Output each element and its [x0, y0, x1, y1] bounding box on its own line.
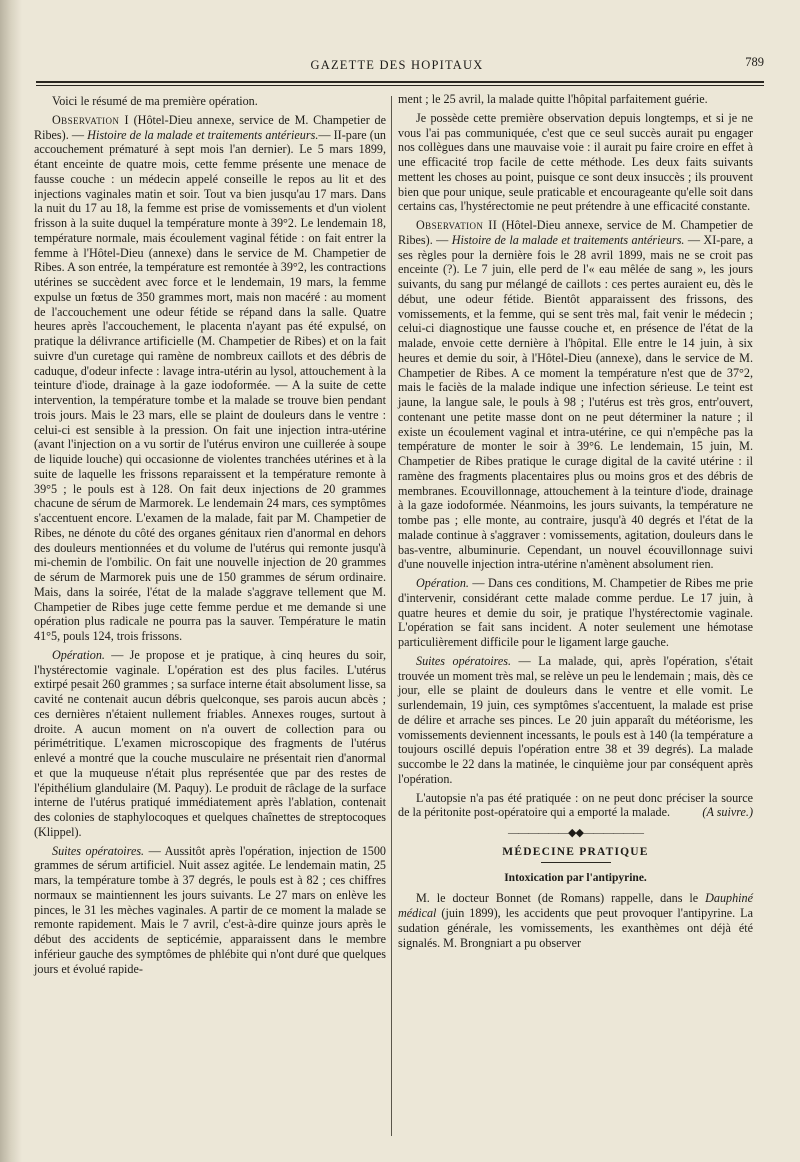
header-rule	[36, 81, 764, 86]
suites-2-label: Suites opératoires.	[416, 653, 512, 668]
suites-1	[34, 844, 386, 977]
observation-1-title: Histoire de la malade et traitements antérieurs.	[87, 127, 319, 142]
page-number: 789	[745, 55, 764, 69]
intro-paragraph: Voici le résumé de ma première opération.	[52, 94, 258, 108]
observation-2-body: — XI-pare, a ses règles pour la dernière fois le 28 avril 1899, mais ne se croit pas enceinte (?). Le 7 juin, elle perd de l'« eau mêlée de sang », les jours suivants, du sang pur mélangé de caillots : ces pertes auraient eu, dès le début, une odeur fétide. Bientôt apparaissent des frissons, des vomissements, et la femme, qui se sent très mal, fait venir le médecin ; celui-ci diagnostique une fausse couche et, en présence de l'état de la malade, envoie cette dernière à l'hôpital. Elle entre le 14 juin, à six heures et demie du soir, à l'Hôtel-Dieu (annexe), dans le service de M. Champetier de Ribes. A ce moment la température n'est que de 37°2, mais le faciès de la malade indique une infection sérieuse. Le teint est jaune, la langue sale, le pouls à 98 ; l'utérus est très gros, entr'ouvert, contenant une petite masse dont on ne peut déterminer la nature ; il existe un écoulement vaginal et intra-utérine, ce qui n'empêche pas la température de monter le soir à 39°6. Le lendemain, 15 juin, M. Champetier de Ribes pratique le curage digital de la cavité utérine : il ramène des fragments placentaires plus ou moins gros et des débris de membranes. Ecouvillonnage, attouchement à la teinture d'iode, drainage à la gaze iodoformée. Néanmoins, les jours suivants, la température ne tombe pas ; elle monte, au contraire, jusqu'à 40 degrés et l'état de la malade continue à s'aggraver : vomissements, agitation, douleurs dans le bas-ventre, albuminurie. Cependant, un nouvel écouvillonnage suivi d'une nouvelle injection intra-utérine n'amènent absolument rien.	[398, 232, 753, 572]
section-underline	[541, 862, 611, 863]
column-divider	[391, 96, 392, 1136]
operation-1-body: — Je propose et je pratique, à cinq heures du soir, l'hystérectomie vaginale. L'opération est des plus faciles. L'utérus extirpé pesait 260 grammes ; sa surface interne était absolument lisse, sa cavité ne contenait aucun débris quelconque, ses parois aucun abcès ; ces dernières n'étaient nullement friables. Annexes rouges, surtout à droite. A aucun moment on n'a ouvert de collection para ou périmétritique. L'examen microscopique des fragments de l'utérus enlevé a montré que la couche musculaire ne présentait rien d'anormal et que la muqueuse n'était plus représentée que par des restes de l'épithélium glandulaire (M. Paquy). Le produit de râclage de la surface interne de l'utérus pratiqué immédiatement après l'ablation, contenait des colonies de staphylocoques et quelques chaînettes de streptocoques (Klippel).	[34, 647, 386, 839]
section-title: MÉDECINE PRATIQUE	[502, 845, 649, 858]
article-subtitle: Intoxication par l'antipyrine.	[504, 871, 647, 884]
autopsy-text: L'autopsie n'a pas été pratiquée : on ne peut donc préciser la source de la péritonite post-opératoire qui a emporté la malade.	[398, 790, 753, 820]
antipyrine-text-a: M. le docteur Bonnet (de Romans) rappelle, dans le	[416, 891, 706, 906]
antipyrine-text-b: (juin 1899), les accidents que peut provoquer l'antipyrine. La sudation générale, les vomissements, les exanthèmes ont déjà été signalés. M. Brongniart a pu observer	[398, 906, 753, 950]
separator-ornament: ——————◆◆——————	[508, 827, 643, 839]
observation-2-head: (Hôtel-Dieu annexe, service de M. Champetier de Ribes). —	[398, 218, 753, 247]
to-be-continued: (A suivre.)	[702, 805, 753, 820]
continuation-paragraph: ment ; le 25 avril, la malade quitte l'hôpital parfaitement guérie.	[398, 92, 708, 106]
observation-2	[398, 218, 753, 572]
autopsy-paragraph	[398, 791, 753, 821]
running-title: GAZETTE DES HOPITAUX	[310, 58, 484, 72]
operation-1-label: Opération.	[52, 647, 105, 662]
operation-2	[398, 576, 753, 650]
right-column	[398, 92, 753, 954]
observation-2-label: Observation II	[416, 218, 498, 232]
observation-1-head: (Hôtel-Dieu annexe, service de M. Champetier de Ribes). —	[34, 112, 386, 142]
suites-1-label: Suites opératoires.	[52, 843, 145, 858]
observation-2-title: Histoire de la malade et traitements antérieurs.	[451, 232, 685, 247]
suites-2-body: — La malade, qui, après l'opération, s'était trouvée un moment très mal, se relève un peu le lendemain ; mais, dès ce jour, elle se plaint de douleurs dans le ventre et elle vomit. Le surlendemain, 19 juin, ces symptômes s'accentuent, la malade est prise de délire et arrache ses pinces. Le 20 juin apparaît du météorisme, les vomissements deviennent incessants, le pouls est à 140 (la température a toujours oscillé depuis l'opération entre 38 et 39 degrés). La malade succombe le 22 dans la matinée, le cinquième jour par conséquent après l'opération.	[398, 653, 753, 786]
commentary-paragraph: Je possède cette première observation depuis longtemps, et si je ne vous l'ai pas communiquée, c'est que ce seul succès aurait pu engager nos collègues dans une mauvaise voie : il aurait pu faire croire en effet à une efficacité trop facile de cette méthode. Les deux faits suivants mettent les choses au point, puisque ce sont deux insuccès ; ils prouvent bien que pour unique, seule praticable et encourageante qu'elle soit dans certains cas, l'hystérectomie ne peut prétendre à une efficacité constante.	[398, 110, 753, 214]
binding-shadow	[0, 0, 22, 1162]
operation-2-body: — Dans ces conditions, M. Champetier de Ribes me prie d'intervenir, considérant cette malade comme perdue. Le 17 juin, à quatre heures et demie du soir, je pratique l'hystérectomie vaginale. L'opération se fait sans incident. A noter seulement une hémotase particulièrement difficile pour le ligament large gauche.	[398, 576, 753, 649]
operation-2-label: Opération.	[416, 576, 469, 590]
left-column	[34, 94, 386, 980]
journal-name: Dauphiné médical	[398, 891, 753, 920]
suites-1-body: — Aussitôt après l'opération, injection de 1500 grammes de sérum artificiel. Nuit assez agitée. Le lendemain matin, 25 mars, la température tombe à 37 degrés, le pouls est à 82 ; ces chiffres normaux se maintiennent les jours suivants. Le 27 mars on enlève les pinces, le 31 les mèches vaginales. A partir de ce moment la malade se remonte rapidement. Mais le 7 avril, c'est-à-dire quinze jours après le début des accidents de septicémie, apparaissent dans le membre inférieur gauche des symptômes de phlébite qui n'ont duré que quelques jours et évolué rapide-	[34, 843, 386, 976]
suites-2	[398, 654, 753, 787]
page-header	[36, 52, 764, 82]
observation-1	[34, 113, 386, 644]
observation-1-label: Observation I	[52, 112, 129, 127]
observation-1-body: — II-pare (un accouchement prématuré à sept mois l'an dernier). Le 5 mars 1899, étant enceinte de quatre mois, cette femme présente une menace de fausse couche : un médecin appelé conseille le repos au lit et des injections vaginales matin et soir. Tout va bien jusqu'au 17 mars. Dans la nuit du 17 au 18, la femme est prise de vomissements et d'un violent frisson à la suite duquel la température monte à 39°2. Le lendemain 18, température normale, mais écoulement vaginal fétide : on fait entrer la femme à l'Hôtel-Dieu (annexe) dans le service de M. Champetier de Ribes. A son entrée, la température est remontée à 39°2, les contractions utérines se succèdent avec force et le lendemain, 19 mars, la femme expulse un fœtus de 350 grammes mort, mais non macéré : au moment de l'accouchement une odeur fétide se répand dans la salle. Quatre heures après l'accouchement, le placenta n'ayant pas été expulsé, on pratique la délivrance artificielle (M. Champetier de Ribes) et on la fait suivre d'un curetage qui ramène de nombreux caillots et des débris de caduque, d'odeur infecte : lavage intra-utérin au lysol, attouchement à la teinture d'iode, drainage à la gaze iodoformée. — A la suite de cette intervention, la température tombe et la malade se trouve bien pendant trois jours. Mais le 23 mars, elle se plaint de douleurs dans le ventre : celui-ci est sensible à la pression. On fait une injection intra-utérine (avant l'injection on a vu sortir de l'utérus environ une cuillerée à soupe de liquide louche) qui occasionne de violentes tranchées utérines et à la suite de laquelle les frissons reparaissent et la température remonte à 39°5 ; le pouls est à 128. On fait deux injections de 20 grammes chacune de sérum de Marmorek. Le lendemain 24 mars, ces symptômes s'accentuent encore. L'examen de la malade, fait par M. Champetier de Ribes, ne dénote du côté des organes génitaux rien d'anormal en dehors des douleurs mentionnées et du volume de l'utérus qui remonte jusqu'à mi-chemin de l'ombilic. On fait une nouvelle injection de 20 grammes de sérum de Marmorek puis une de 150 grammes de sérum ordinaire. Mais, dans la soirée, l'état de la malade s'aggrave tellement que M. Champetier de Ribes juge cette femme perdue et me demande si une opération plus radicale ne pourra pas la sauver. Température le matin 41°5, pouls 124, trois frissons.	[34, 127, 386, 643]
operation-1	[34, 648, 386, 840]
antipyrine-paragraph	[398, 891, 753, 950]
